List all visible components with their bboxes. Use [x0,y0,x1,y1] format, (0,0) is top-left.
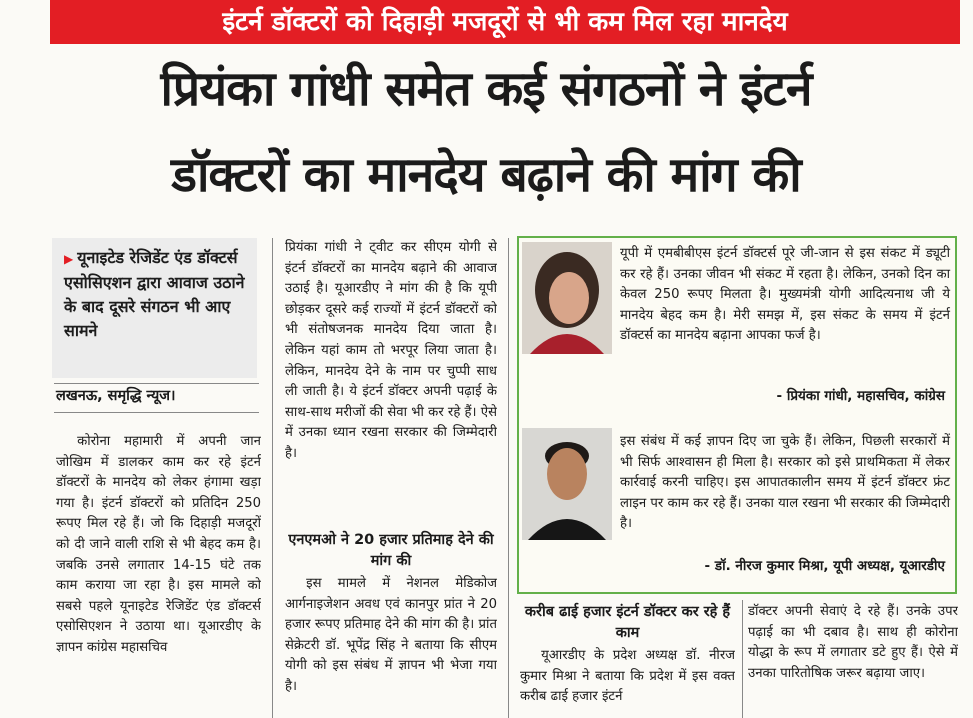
divider [54,412,259,413]
article-paragraph: कोरोना महामारी में अपनी जान जोखिम में डालकर काम कर रहे इंटर्न डॉक्टरों के मानदेय को लेकर हंगामा खड़ा गया है। इंटर्न डॉक्टरों को प्रतिदिन 250 रूपए मिल रहे हैं। जो कि दिहाड़ी मजदूरों को दी जाने वाली राशि से भी बेहद कम है। जबकि उनसे लगातार 14-15 घंटे तक काम कराया जा रहा है। इस मामले को सबसे पहले यूनाइटेड रेजिडेंट एंड डॉक्टर्स एसोसिएशन ने उठाया था। यूआरडीए के ज्ञापन कांग्रेस महासचिव [56,434,261,655]
article-paragraph: प्रियंका गांधी ने ट्वीट कर सीएम योगी से इंटर्न डॉक्टरों का मानदेय बढ़ाने की आवाज उठाई है। यूआरडीए ने मांग की है कि यूपी छोड़कर दूसरे कई राज्यों में इंटर्न डॉक्टरों को भी संतोषजनक मानदेय दिया जाता है। लेकिन यहां काम तो भरपूर लिया जाता है। लेकिन, मानदेय देने के नाम पर चुप्पी साध ली जाती है। ये इंटर्न डॉक्टर अपनी पढ़ाई के साथ-साथ मरीजों की सेवा भी कर रहे हैं। ऐसे में उनका ध्यान रखना सरकार की जिम्मेदारी है। [285,240,497,461]
deck-box [52,238,257,378]
kicker-banner: इंटर्न डॉक्टरों को दिहाड़ी मजदूरों से भी कम मिल रहा मानदेय [50,0,960,44]
article-paragraph: डॉक्टर अपनी सेवाएं दे रहे हैं। उनके उपर पढ़ाई का भी दबाव है। साथ ही कोरोना योद्धा के रूप में लगातार डटे हुए हैं। ऐसे में उनका पारितोषिक जरूर बढ़ाया जाए। [748,604,958,681]
quote-neeraj-attribution: - डॉ. नीरज कुमार मिश्रा, यूपी अध्यक्ष, यूआरडीए [704,558,945,574]
article-paragraph: यूआरडीए के प्रदेश अध्यक्ष डॉ. नीरज कुमार मिश्रा ने बताया कि प्रदेश में इस वक्त करीब ढाई हजार इंटर्न [520,648,735,705]
divider [54,383,259,384]
article-paragraph: इस मामले में नेशनल मेडिकोज आर्गनाइजेशन अवध एवं कानपुर प्रांत ने 20 हजार रूपए प्रतिमाह देने की मांग की है। प्रांत सेक्रेटरी डॉ. भूपेंद्र सिंह ने बताया कि सीएम योगी को इस संबंध में ज्ञापन भी भेजा गया है। [285,576,497,694]
column-rule [272,238,273,718]
article-column-2-top [285,238,497,522]
quote-priyanka-attribution: - प्रियंका गांधी, महासचिव, कांग्रेस [776,388,945,404]
article-column-2-bottom [285,574,497,718]
neeraj-kumar-mishra-photo [522,428,612,540]
deck-text: यूनाइटेड रेजिडेंट एंड डॉक्टर्स एसोसिएशन द्वारा आवाज उठाने के बाद दूसरे संगठन भी आए सामने [64,248,245,340]
priyanka-gandhi-photo [522,242,612,354]
triangle-bullet-icon: ▶ [64,252,74,266]
headline-line-2: डॉक्टरों का मानदेय बढ़ाने की मांग की [171,147,801,203]
headline-line-1: प्रियंका गांधी समेत कई संगठनों ने इंटर्न [160,61,812,117]
column-rule [742,600,743,718]
subheading-2500-interns: करीब ढाई हजार इंटर्न डॉक्टर कर रहे हैं काम [524,604,731,641]
article-column-4 [748,602,958,718]
quote-priyanka-text-top [620,244,950,347]
article-column-1 [56,432,261,718]
quote-text: इस संबंध में कई ज्ञापन दिए जा चुके हैं। लेकिन, पिछली सरकारों में भी सिर्फ आश्वासन ही मिला है। सरकार को इसे प्राथमिकता में लेकर कार्रवाई करनी चाहिए। इस आपातकालीन समय में इंटर्न डॉक्टर फ्रंट लाइन पर काम कर रहे हैं। उनका याल रखना भी सरकार की जिम्मेदारी है। [620,434,950,532]
subheading-nmo: एनएमओ ने 20 हजार प्रतिमाह देने की मांग की [288,532,494,569]
article-column-3 [520,646,735,718]
column-rule [508,238,509,718]
quote-text: यूपी में एमबीबीएस इंटर्न डॉक्टर्स पूरे जी-जान से इस संकट में ड्यूटी कर रहे हैं। उनका जीवन भी संकट में रहता है। लेकिन, उनको दिन का केवल 250 रूपए मिलता है। मुख्यमंत्री योगी आदित्यनाथ जी ये मानदेय बेहद कम है। मेरी समझ में, इस संकट के समय में इंटर्न डॉक्टर्स का मानदेय बढ़ाना आपका फर्ज है। [620,246,950,344]
dateline: लखनऊ, समृद्धि न्यूज। [56,388,176,404]
quote-neeraj-text [620,432,950,535]
